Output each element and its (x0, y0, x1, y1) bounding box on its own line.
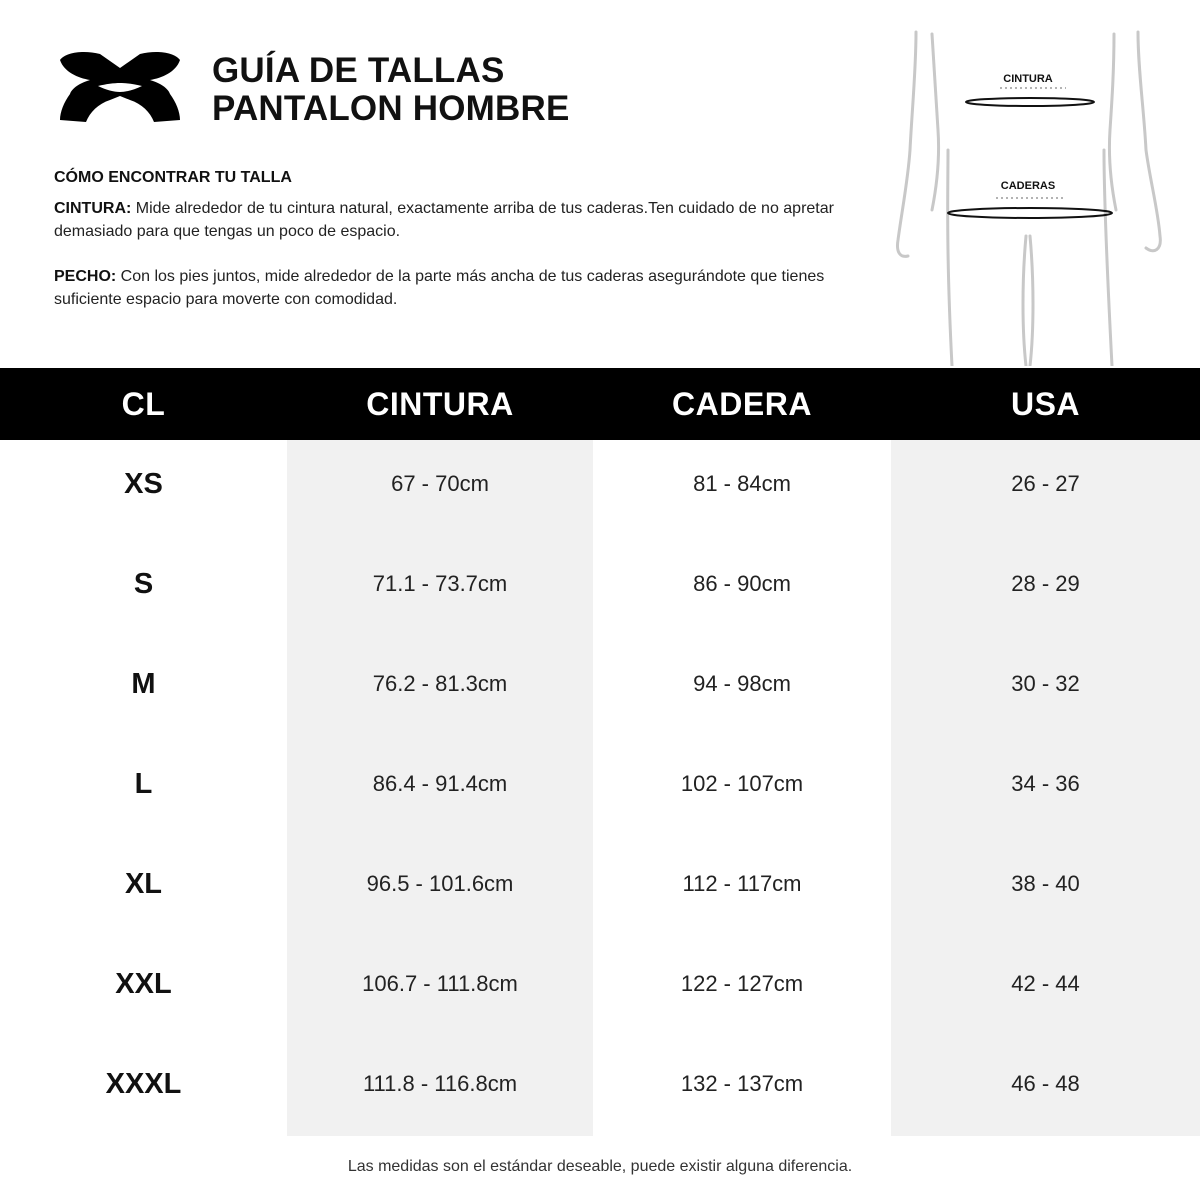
size-instructions (54, 166, 894, 333)
usa-cell: 30 - 32 (1011, 671, 1080, 696)
size-cell: XXL (115, 968, 172, 1000)
chest-label: PECHO: (54, 268, 117, 285)
hips-cell: 86 - 90cm (693, 571, 791, 596)
waist-cell: 76.2 - 81.3cm (372, 671, 508, 696)
hips-cell: 81 - 84cm (693, 471, 791, 496)
hips-cell: 94 - 98cm (693, 671, 791, 696)
table-row (0, 840, 1200, 940)
column-header-waist: CINTURA (366, 386, 514, 422)
waist-cell: 106.7 - 111.8cm (362, 971, 518, 996)
column-header-cl: CL (121, 386, 166, 422)
size-cell: XXXL (105, 1068, 182, 1100)
waist-cell: 67 - 70cm (391, 471, 489, 496)
hips-cell: 122 - 127cm (680, 971, 804, 996)
waist-label: CINTURA: (54, 200, 132, 217)
waist-measure-line (966, 98, 1094, 106)
table-row (0, 740, 1200, 840)
table-row (0, 1040, 1200, 1140)
waist-cell: 111.8 - 116.8cm (362, 1071, 518, 1096)
brand-logo (58, 50, 182, 124)
hips-cell: 112 - 117cm (682, 871, 802, 896)
page-title (212, 52, 570, 128)
hips-measure-line (948, 208, 1112, 218)
chest-text: Con los pies juntos, mide alrededor de la parte más ancha de tus caderas asegurándote que tienes suficiente espacio para moverte con comodidad. (54, 268, 825, 308)
usa-cell: 34 - 36 (1011, 771, 1080, 796)
body-measurement-figure (888, 30, 1178, 366)
table-header (0, 368, 1200, 440)
figure-waist-label: CINTURA (1003, 73, 1053, 85)
waist-text: Mide alrededor de tu cintura natural, exactamente arriba de tus caderas.Ten cuidado de no apretar demasiado para que tengas un poco de espacio. (54, 200, 834, 240)
size-cell: S (133, 568, 154, 600)
waist-instruction (54, 197, 894, 243)
figure-hips-label: CADERAS (1000, 180, 1056, 192)
size-cell: XS (124, 468, 163, 500)
hips-cell: 102 - 107cm (680, 771, 804, 796)
column-header-hips: CADERA (672, 386, 812, 422)
size-cell: M (131, 668, 156, 700)
size-cell: L (134, 768, 153, 800)
table-row (0, 540, 1200, 640)
usa-cell: 38 - 40 (1011, 871, 1080, 896)
chest-instruction (54, 265, 894, 311)
table-row (0, 440, 1200, 540)
hips-cell: 132 - 137cm (680, 1071, 804, 1096)
usa-cell: 42 - 44 (1011, 971, 1080, 996)
table-row (0, 640, 1200, 740)
usa-cell: 26 - 27 (1011, 471, 1080, 496)
title-line-1: GUÍA DE TALLAS (212, 51, 505, 90)
title-line-2: PANTALON HOMBRE (212, 89, 570, 128)
size-cell: XL (124, 868, 163, 900)
waist-cell: 96.5 - 101.6cm (366, 871, 514, 896)
column-header-usa: USA (1010, 386, 1081, 422)
footnote: Las medidas son el estándar deseable, puede existir alguna diferencia. (347, 1158, 853, 1175)
table-row (0, 940, 1200, 1040)
waist-cell: 86.4 - 91.4cm (372, 771, 508, 796)
waist-cell: 71.1 - 73.7cm (372, 571, 508, 596)
usa-cell: 28 - 29 (1011, 571, 1080, 596)
instructions-heading: CÓMO ENCONTRAR TU TALLA (54, 169, 292, 186)
usa-cell: 46 - 48 (1011, 1071, 1080, 1096)
